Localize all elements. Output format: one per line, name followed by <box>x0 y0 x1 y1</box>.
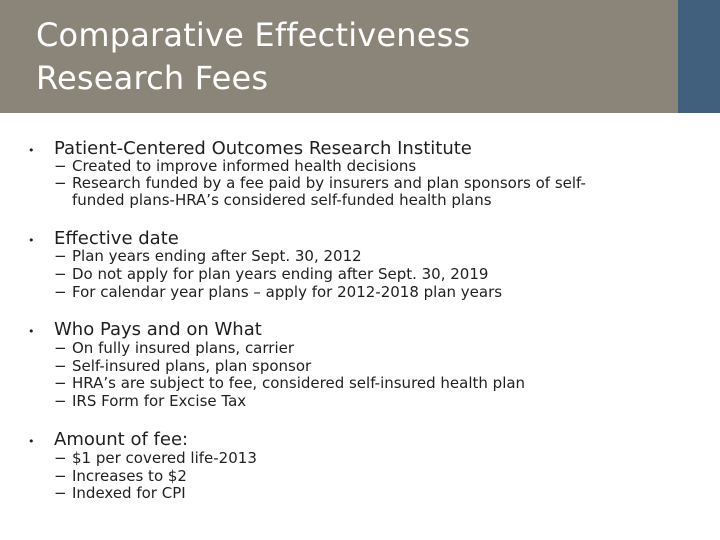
sub-item-text: Research funded by a fee paid by insurers and plan sponsors of self- <box>72 174 586 192</box>
sub-item-text: Indexed for CPI <box>72 484 186 502</box>
bullet-text: Amount of fee: <box>54 429 189 450</box>
bullet-marker: • <box>28 435 35 448</box>
sub-marker: − <box>54 174 67 192</box>
sub-marker: − <box>54 247 67 265</box>
sub-item-text: Self-insured plans, plan sponsor <box>72 357 312 375</box>
bullet-text: Effective date <box>54 228 179 249</box>
bullet-text: Patient-Centered Outcomes Research Institute <box>54 138 472 159</box>
sub-marker: − <box>54 449 67 467</box>
sub-item-text: On fully insured plans, carrier <box>72 339 295 357</box>
bullet-marker: • <box>28 325 35 338</box>
sub-marker: − <box>54 339 67 357</box>
sub-marker: − <box>54 283 67 301</box>
sub-item-text: Do not apply for plan years ending after Sept. 30, 2019 <box>72 265 489 283</box>
sub-item-text: IRS Form for Excise Tax <box>72 392 247 410</box>
sub-item-text: Increases to $2 <box>72 467 187 485</box>
bullet-marker: • <box>28 144 35 157</box>
sub-marker: − <box>54 265 67 283</box>
slide-title-line-1: Comparative Effectiveness <box>36 16 471 54</box>
sub-marker: − <box>54 467 67 485</box>
slide-title-line-2: Research Fees <box>36 59 269 97</box>
sub-marker: − <box>54 374 67 392</box>
sub-marker: − <box>54 392 67 410</box>
sub-item-text: $1 per covered life-2013 <box>72 449 257 467</box>
sub-item-text: Plan years ending after Sept. 30, 2012 <box>72 247 362 265</box>
bullet-text: Who Pays and on What <box>54 319 262 340</box>
bullet-marker: • <box>28 234 35 247</box>
sub-marker: − <box>54 157 67 175</box>
sub-item-text: Created to improve informed health decisions <box>72 157 417 175</box>
sub-item-text: For calendar year plans – apply for 2012-2018 plan years <box>72 283 503 301</box>
sub-item-text: HRA’s are subject to fee, considered self-insured health plan <box>72 374 526 392</box>
sub-marker: − <box>54 484 67 502</box>
sub-marker: − <box>54 357 67 375</box>
sub-item-text: funded plans-HRA’s considered self-funded health plans <box>72 191 492 209</box>
